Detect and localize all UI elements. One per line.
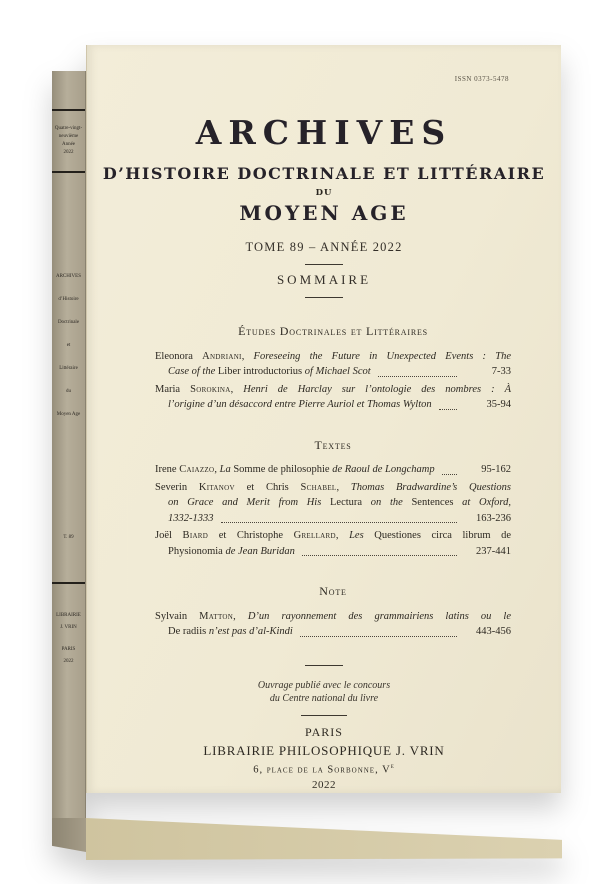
spine-rule-bottom	[52, 582, 85, 584]
toc-text-segment: Les	[349, 530, 375, 541]
publisher-address-text: 6, place de la Sorbonne, V	[253, 764, 391, 775]
tome-year-line: TOME 89 – ANNÉE 2022	[245, 240, 403, 254]
toc-text-segment: Sorokina	[190, 383, 231, 395]
toc-text-segment: de Raoul de Longchamp	[329, 464, 435, 475]
toc-entry	[155, 349, 511, 380]
toc-line-text	[155, 384, 511, 395]
sommaire-heading: SOMMAIRE	[276, 272, 372, 287]
toc-text-segment: Sylvain	[155, 610, 200, 622]
toc-line-text	[155, 351, 511, 362]
book	[52, 45, 562, 852]
spine-title-block	[56, 265, 81, 426]
toc-line-text	[168, 544, 295, 560]
spine-edition-line: 2022	[63, 150, 74, 155]
page-range: 237-441	[476, 545, 511, 557]
toc-text-segment: Joël	[155, 530, 183, 541]
journal-subtitle-du: DU	[315, 188, 333, 198]
toc-text-segment: n’est pas d’al-Kindi	[206, 626, 293, 637]
dot-leader	[300, 636, 457, 637]
spine-edition-line: neuvième	[58, 134, 79, 139]
toc-text-segment: ,	[214, 464, 220, 475]
toc-text-segment: Physionomia	[168, 545, 223, 557]
toc-line	[155, 544, 511, 560]
spine-tome-number: T. 89	[63, 535, 74, 540]
divider-rule	[301, 715, 347, 716]
toc-line	[155, 624, 511, 640]
toc-line	[155, 609, 511, 625]
toc-section	[155, 324, 511, 413]
toc-entry	[155, 480, 511, 527]
toc-line	[155, 495, 511, 511]
toc-entry	[155, 462, 511, 478]
toc-line-text	[155, 611, 511, 622]
spine-edition-line: Quatre-vingt-	[54, 126, 83, 131]
divider-rule	[305, 297, 343, 298]
toc-line-text	[168, 511, 214, 527]
toc-section-heading: Textes	[314, 437, 352, 452]
toc-text-segment: Grellard	[293, 530, 336, 541]
toc-text-segment: Somme de philosophie	[233, 464, 330, 475]
journal-subtitle: D’HISTOIRE DOCTRINALE ET LITTÉRAIRE	[102, 164, 546, 183]
issn-number: ISSN 0373-5478	[454, 75, 509, 83]
toc-entry	[155, 528, 511, 559]
dot-leader	[378, 376, 457, 377]
spine-publisher-line: LIBRAIRIE	[56, 613, 81, 618]
toc-line-text	[155, 530, 511, 541]
page-range: 7-33	[491, 366, 511, 377]
page-range: 35-94	[486, 399, 511, 410]
toc-text-segment: La	[219, 464, 234, 475]
spine-publisher-line: J. VRIN	[60, 625, 77, 630]
spine-edition-block	[55, 125, 82, 157]
toc-text-segment: ,	[233, 610, 248, 622]
toc-text-segment: D’un rayonnement des grammairiens latins ou le	[247, 610, 512, 622]
toc-text-segment: Kitanov	[198, 481, 235, 493]
journal-title: ARCHIVES	[195, 113, 453, 152]
toc-text-segment: ,	[336, 481, 351, 493]
toc-text-segment: l’origine d’un désaccord entre Pierre Auriol et Thomas Wylton	[168, 399, 432, 410]
toc-line-text	[168, 624, 293, 640]
toc-text-segment: Maria	[155, 383, 191, 395]
spine-title-line: du	[65, 389, 71, 394]
toc-text-segment: ,	[335, 530, 350, 541]
book-spine	[52, 71, 86, 819]
publisher-city: PARIS	[305, 724, 343, 739]
front-cover	[86, 45, 561, 793]
toc-text-segment: de Jean Buridan	[222, 545, 295, 557]
toc-text-segment: Eleonora	[155, 350, 203, 362]
toc-text-segment: on the	[362, 497, 412, 508]
publisher-address	[87, 762, 561, 776]
toc-section-heading: Études Doctrinales et Littéraires	[238, 324, 428, 338]
spine-title-line: Littéraire	[59, 366, 78, 371]
page-range: 163-236	[476, 512, 511, 524]
spine-title-line: Moyen Age	[56, 412, 81, 417]
toc-text-segment: on Grace and Merit from His	[168, 497, 330, 508]
spine-rule-mid	[52, 171, 85, 173]
toc-entry	[155, 609, 511, 640]
toc-text-segment: Sentences	[411, 497, 454, 508]
toc-text-segment: Caiazzo	[179, 464, 215, 475]
spine-title-line: d’Histoire	[58, 297, 79, 302]
dot-leader	[439, 409, 457, 410]
dot-leader	[302, 555, 457, 556]
toc-line	[155, 397, 511, 413]
toc-line	[155, 382, 511, 398]
toc-line-text	[168, 364, 371, 380]
toc-text-segment: et Chris	[234, 481, 301, 493]
toc-text-segment: Henri de Harclay sur l’ontologie des nombres : À	[243, 383, 512, 395]
toc-text-segment: De radiis	[168, 626, 207, 637]
toc-text-segment: Thomas Bradwardine’s Questions	[350, 481, 512, 493]
toc-text-segment: Questiones circa librum de	[374, 530, 511, 541]
divider-rule	[305, 264, 343, 265]
toc-entry	[155, 382, 511, 413]
divider-rule	[305, 665, 343, 666]
toc-section	[155, 438, 511, 560]
spine-rule-top	[52, 109, 85, 111]
spine-title-line: ARCHIVES	[55, 274, 81, 279]
page-range: 443-456	[476, 626, 511, 637]
toc-text-segment: Foreseeing the Future in Unexpected Events : The	[253, 350, 511, 362]
publisher-name: LIBRAIRIE PHILOSOPHIQUE J. VRIN	[203, 742, 445, 758]
spine-edition-line: Année	[61, 142, 76, 147]
toc-text-segment: Schabel	[300, 481, 337, 493]
toc-section-heading: Note	[319, 584, 347, 598]
toc-section	[155, 584, 511, 640]
toc-text-segment: et Christophe	[208, 530, 294, 541]
publisher-address-superscript: e	[390, 761, 395, 770]
concours-line: du Centre national du livre	[269, 693, 379, 704]
concours-note	[87, 679, 561, 706]
toc-text-segment: Irene	[155, 464, 180, 475]
page-range: 95-162	[481, 464, 511, 475]
toc-text-segment: Lectura	[330, 497, 363, 508]
concours-line: Ouvrage publié avec le concours	[257, 679, 391, 691]
toc-text-segment: Biard	[182, 530, 209, 541]
toc-text-segment: Matton	[199, 610, 234, 622]
toc-line	[155, 528, 511, 544]
toc-text-segment: of Michael Scot	[302, 366, 371, 377]
book-body	[52, 45, 562, 819]
toc-text-segment: ,	[230, 383, 244, 395]
spine-publisher-line: 2022	[63, 659, 74, 664]
toc-text-segment: ,	[241, 350, 254, 362]
dot-leader	[221, 522, 458, 523]
toc-text-segment: Case of the	[168, 366, 218, 377]
toc-line	[155, 349, 511, 365]
toc-line-text	[168, 497, 511, 508]
toc-line-text	[155, 482, 511, 493]
toc-text-segment: Liber introductorius	[217, 366, 303, 377]
publication-year: 2022	[312, 779, 336, 791]
toc-text-segment: Andriani	[202, 350, 242, 362]
toc-line	[155, 511, 511, 527]
toc-text-segment: 1332-1333	[168, 512, 214, 524]
toc-line	[155, 364, 511, 380]
spine-title-line: et	[66, 343, 71, 348]
journal-subtitle-moyen-age: MOYEN AGE	[239, 201, 409, 225]
spine-publisher-block	[56, 610, 81, 668]
toc-line-text	[155, 462, 435, 478]
spine-bottom-edge	[52, 818, 86, 852]
toc-line	[155, 480, 511, 496]
toc-line-text	[168, 397, 432, 413]
toc-text-segment: at Oxford,	[453, 497, 511, 508]
page-bottom-edge	[86, 818, 562, 860]
toc	[155, 324, 511, 640]
toc-line	[155, 462, 511, 478]
spine-publisher-line: PARIS	[61, 647, 76, 652]
spine-title-line: Doctrinale	[57, 320, 80, 325]
toc-text-segment: Severin	[155, 481, 199, 493]
dot-leader	[442, 474, 457, 475]
